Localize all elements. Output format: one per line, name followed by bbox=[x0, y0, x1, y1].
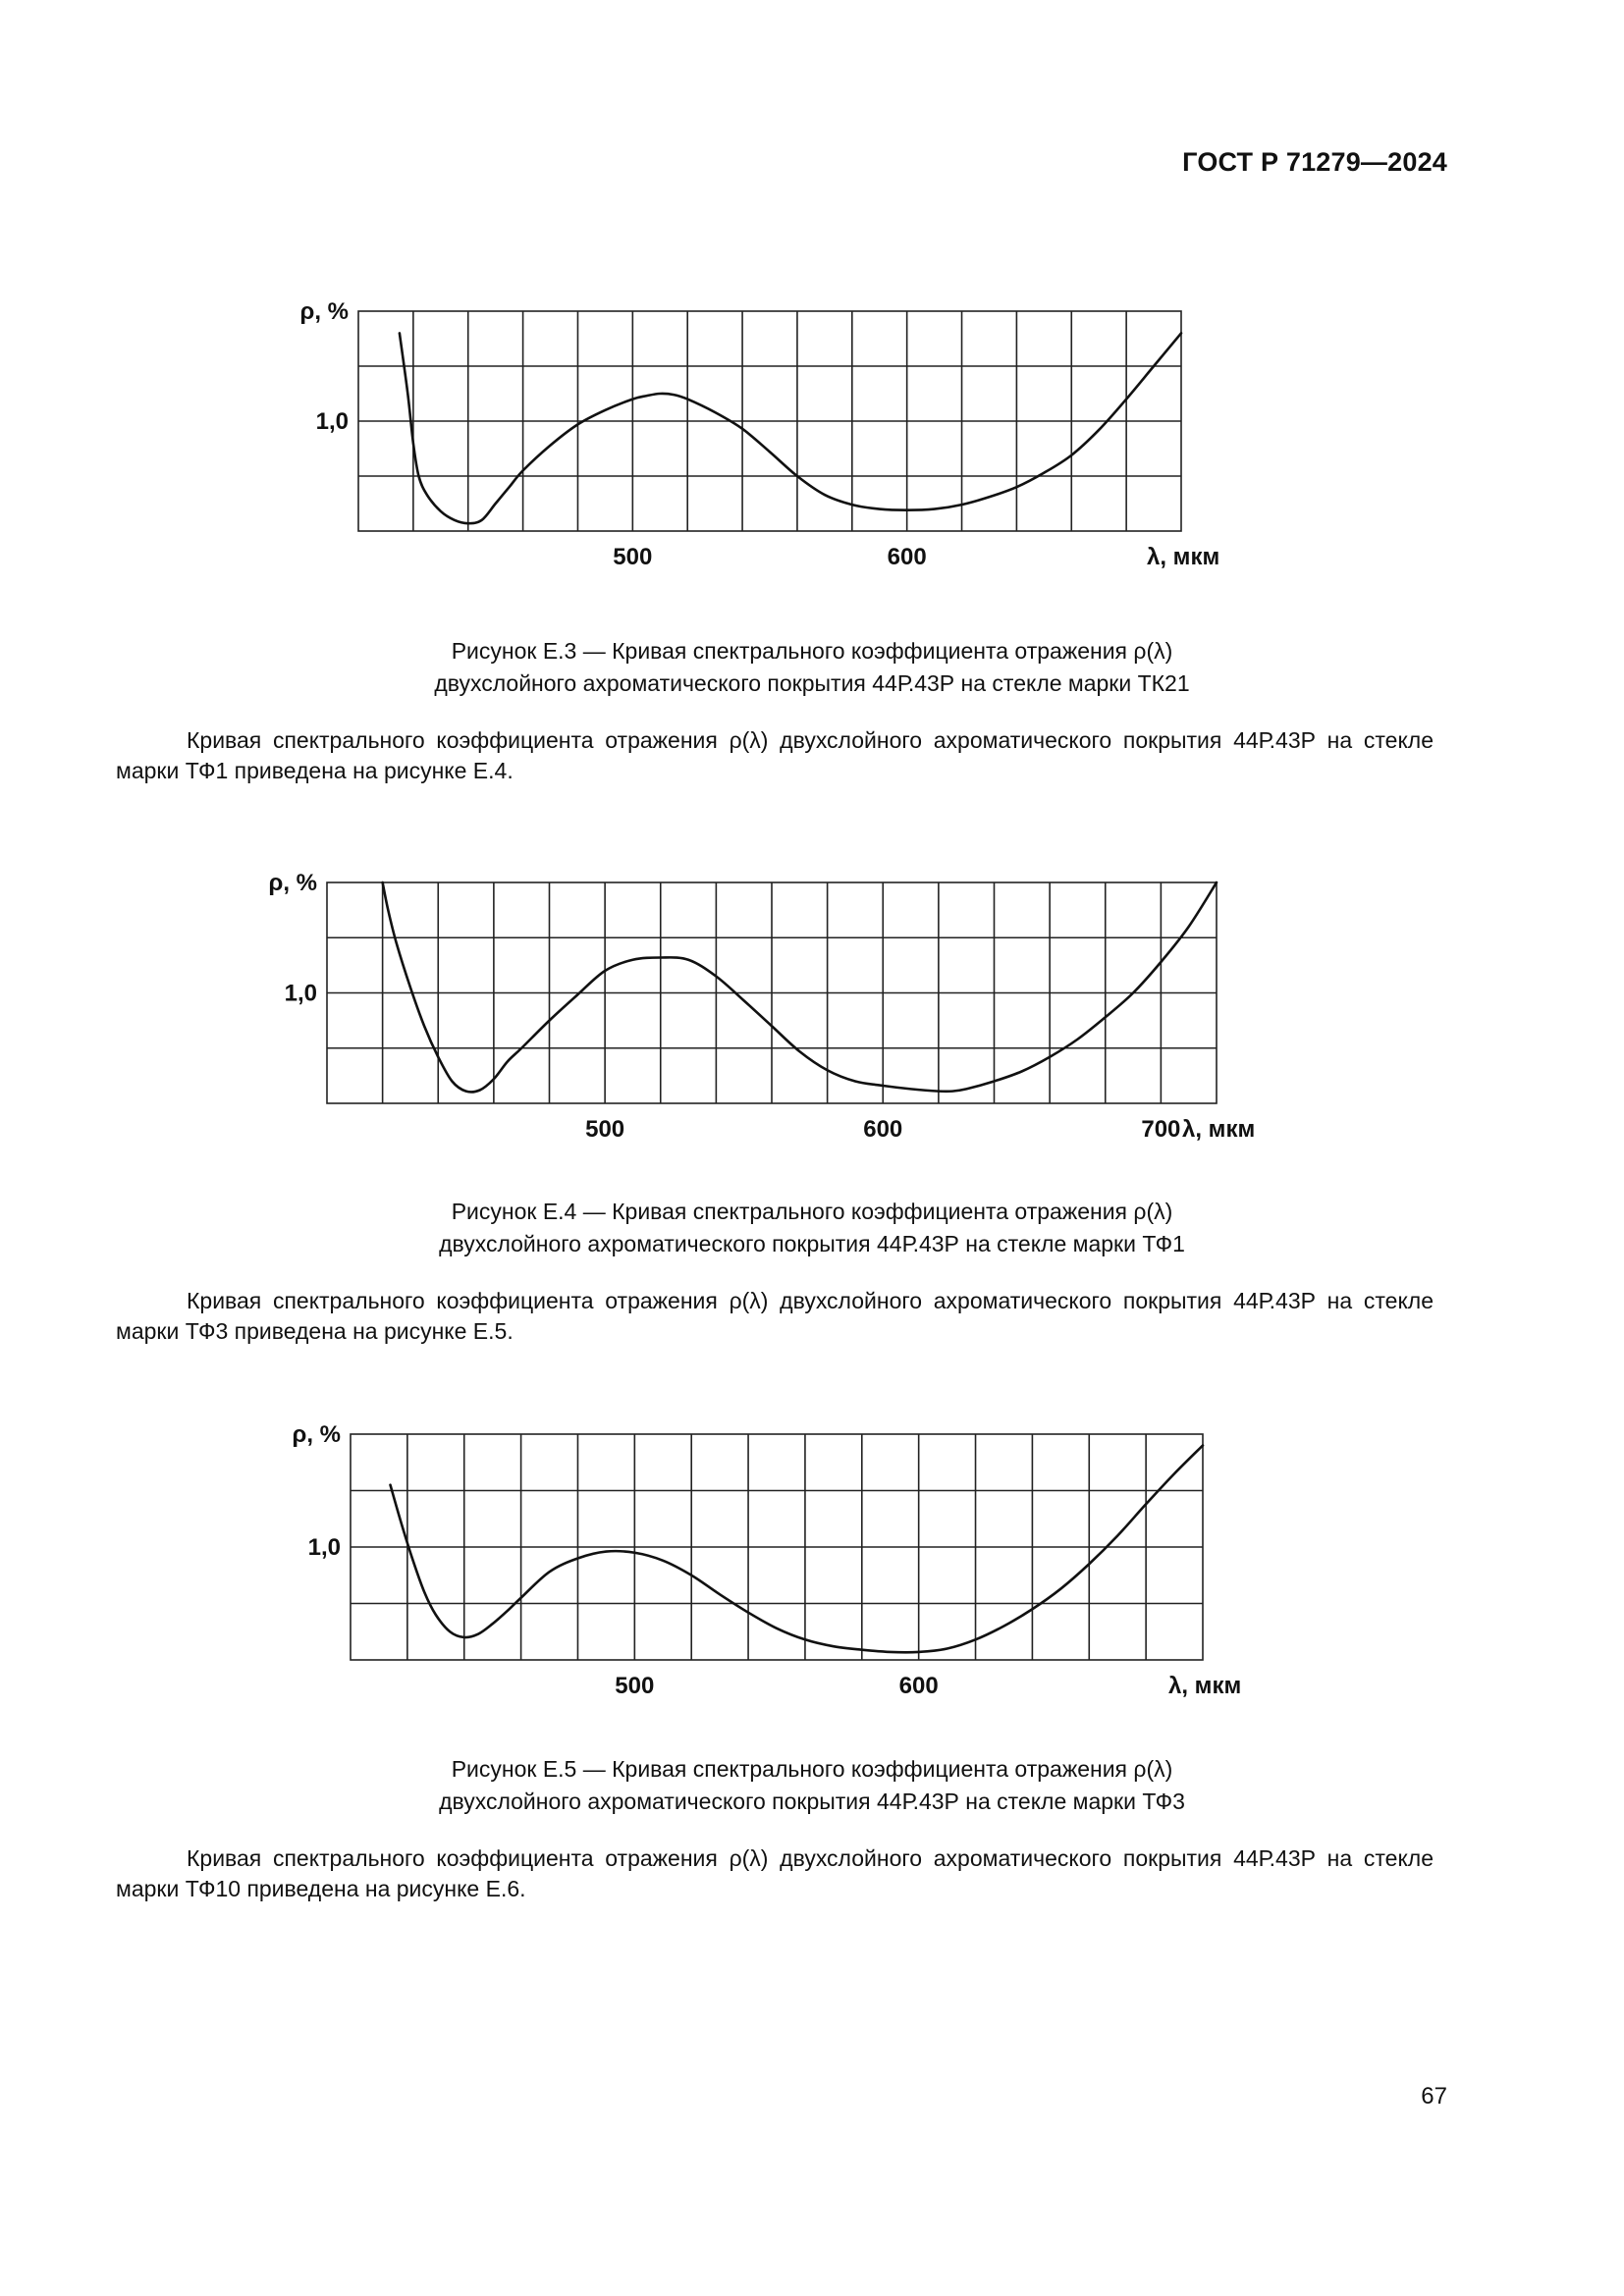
x-tick-label: 600 bbox=[898, 1673, 939, 1699]
x-tick-label: 500 bbox=[615, 1673, 655, 1699]
reflectance-curve bbox=[391, 1446, 1203, 1653]
y-axis-label: ρ, % bbox=[299, 298, 349, 325]
paragraph-ref-e5: Кривая спектрального коэффициента отражения ρ(λ) двухслойного ахроматического покрытия 44Р.43Р на стекле марки ТФ3 приведена на рисунке Е.5. bbox=[116, 1288, 1434, 1344]
document-code: ГОСТ Р 71279—2024 bbox=[1182, 147, 1447, 177]
figure-caption-e3-line2: двухслойного ахроматического покрытия 44Р.43Р на стекле марки ТК21 bbox=[434, 670, 1190, 696]
y-tick-label: 1,0 bbox=[284, 980, 317, 1007]
paragraph-ref-e6: Кривая спектрального коэффициента отражения ρ(λ) двухслойного ахроматического покрытия 44Р.43Р на стекле марки ТФ10 приведена на рисунке Е.6. bbox=[116, 1845, 1434, 1901]
figure-caption-e5 bbox=[0, 1753, 1624, 1818]
x-tick-label: 500 bbox=[585, 1116, 625, 1143]
x-axis-label: λ, мкм bbox=[1182, 1116, 1256, 1143]
x-tick-label: 600 bbox=[863, 1116, 903, 1143]
page-number: 67 bbox=[1421, 2083, 1447, 2109]
figure-caption-e5-line1: Рисунок Е.5 — Кривая спектрального коэффициента отражения ρ(λ) bbox=[451, 1756, 1173, 1782]
x-axis-label: λ, мкм bbox=[1168, 1673, 1242, 1699]
x-tick-label: 600 bbox=[887, 544, 927, 570]
y-tick-label: 1,0 bbox=[315, 408, 349, 435]
y-axis-label: ρ, % bbox=[292, 1421, 341, 1448]
y-axis-label: ρ, % bbox=[268, 870, 317, 896]
paragraph-ref-e4: Кривая спектрального коэффициента отражения ρ(λ) двухслойного ахроматического покрытия 44Р.43Р на стекле марки ТФ1 приведена на рисунке Е.4. bbox=[116, 727, 1434, 783]
figure-caption-e5-line2: двухслойного ахроматического покрытия 44Р.43Р на стекле марки ТФ3 bbox=[439, 1789, 1185, 1814]
figure-caption-e4-line1: Рисунок Е.4 — Кривая спектрального коэффициента отражения ρ(λ) bbox=[451, 1199, 1173, 1224]
x-tick-label: 500 bbox=[613, 544, 653, 570]
y-tick-label: 1,0 bbox=[307, 1534, 341, 1561]
figure-caption-e3-line1: Рисунок Е.3 — Кривая спектрального коэффициента отражения ρ(λ) bbox=[451, 638, 1173, 664]
x-tick-label: 700 bbox=[1141, 1116, 1181, 1143]
figure-caption-e4-line2: двухслойного ахроматического покрытия 44Р.43Р на стекле марки ТФ1 bbox=[439, 1231, 1185, 1256]
x-axis-label: λ, мкм bbox=[1147, 544, 1220, 570]
